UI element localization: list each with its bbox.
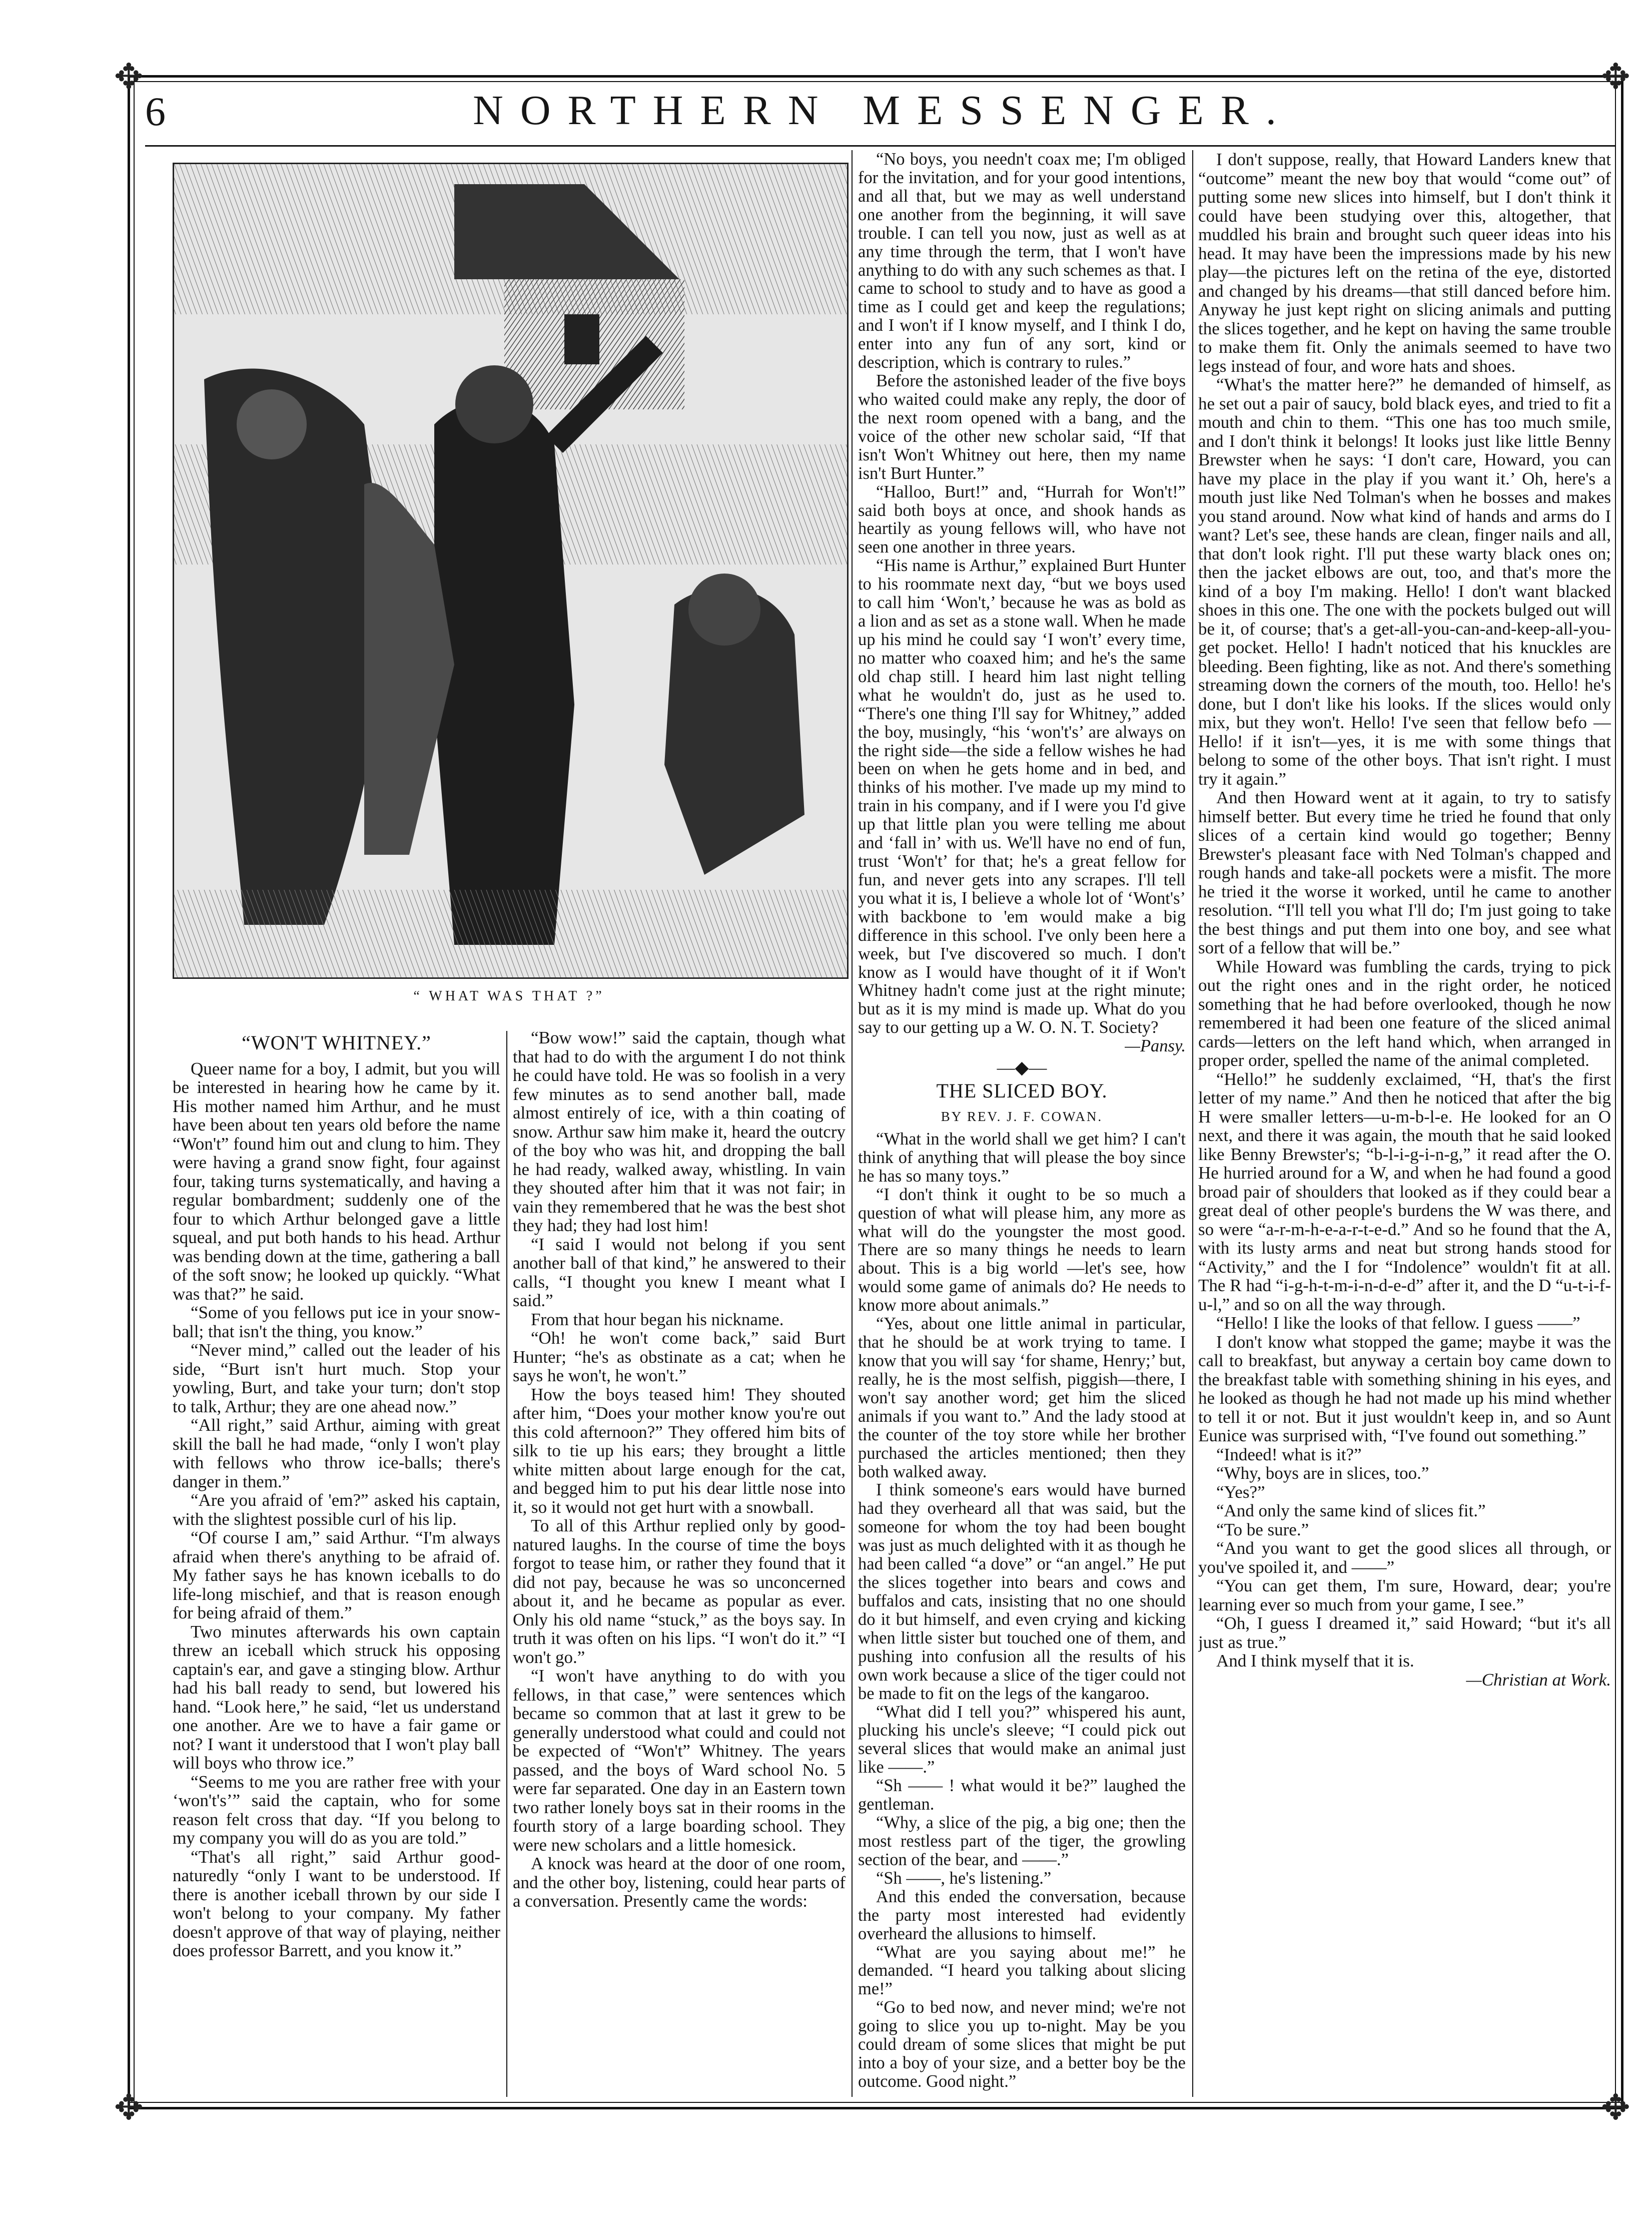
paragraph: To all of this Arthur replied only by good-natured laughs. In the course of time the boys forgot to tease him, or rather they found that it did not pay, because he was so unconcerned about it, and he became as popular as ever. Only his old name “stuck,” as the boys say. In truth it was often on his lips. “I won't do it.” “I won't go.” [513,1516,846,1667]
story-signature: —Pansy. [1125,1036,1186,1056]
paragraph: “Hello!” he suddenly exclaimed, “H, that's the first letter of my name.” And then he noticed that after the big H were smaller letters—u-m-b-l-e. He looked for an O next, and there it was again, the mouth that he said looked like Benny Brewster's; “b-l-i-g-i-n-g,” it read after the O. He hurried around for a W, and when he had found a good broad pair of shoulders that looked as if they could bear a great deal of other people's burdens the W was there, and so were “a-r-m-h-e-a-r-t-e-d.” And so he found that the A, with its lusty arms and neat but strong hands stood for “Activity,” and the I for “Indolence” wouldn't fit at all. The R had “i-g-h-t-m-i-n-d-e-d” after it, and the D “u-t-i-f-u-l,” and so on all the way through. [1198,1069,1611,1314]
border-bottom-inner [128,2102,1623,2103]
paragraph: “No boys, you needn't coax me; I'm obliged for the invitation, and for your good intentions, and all that, but we may as well understand one another from the beginning, it will save trouble. I can tell you now, just as well as at any time through the term, that I won't have anything to do with any such schemes as that. I came to school to study and to have as good a time as I could get and keep the regulations; and I won't if I know myself, and I think I do, enter into any fun of any sort, kind or description, which is contrary to rules.” [858,150,1186,372]
paragraph: “Yes, about one little animal in particular, that he should be at work trying to tame. I know that you will say ‘for shame, Henry;’ but, really, he is the most selfish, piggish—there, I won't say another word; get him the sliced animals if you want to.” And the lady stood at the counter of the toy store while her brother purchased the articles mentioned; then they both walked away. [858,1314,1186,1481]
story-byline: BY REV. J. F. COWAN. [941,1109,1103,1125]
corner-ornament-icon: ✥ [1601,2089,1630,2127]
paragraph: “What are you saying about me!” he demanded. “I heard you talking about slicing me!” [858,1942,1186,1999]
column-rule [852,150,853,2097]
paragraph: Queer name for a boy, I admit, but you will be interested in hearing how he came by it. His mother named him Arthur, and he must have been about ten years old before the name “Won't” found him out and clung to him. They were having a grand snow fight, four against four, taking turns systematically, and having a regular bombardment; suddenly one of the four to which Arthur belonged gave a little squeal, and put both hands to his head. Arthur was bending down at the time, gathering a ball of the soft snow; he looked up quickly. “What was that?” he said. [173,1058,500,1304]
border-left [128,75,130,2109]
page-number: 6 [145,89,166,134]
paragraph: “What in the world shall we get him? I can't think of anything that will please the boy since he has so many toys.” [858,1129,1186,1186]
paragraph: “That's all right,” said Arthur good-naturedly “only I want to be understood. If there is another iceball thrown by our side I won't belong to your company. My father doesn't approve of that way of playing, neither does professor Barrett, and you know it.” [173,1847,500,1960]
snow-fight-engraving [174,164,847,977]
column-rule [1192,150,1193,2097]
paragraph: “Some of you fellows put ice in your snow-ball; that isn't the thing, you know.” [173,1303,500,1341]
paragraph: “His name is Arthur,” explained Burt Hunter to his roommate next day, “but we boys used to call him ‘Won't,’ because he was as bold as a lion and as set as a stone wall. When he made up his mind he could say ‘I won't’ every time, no matter who coaxed him; and he's the same old chap still. I heard him last night telling what he wouldn't do, just as he used to. “There's one thing I'll say for Whitney,” added the boy, musingly, “his ‘won't's’ are always on the right side—the side a fellow wishes he had been on when he gets home and in bed, and thinks of his mother. I've made up my mind to train in his company, and if I were you I'd give up that little plan you were telling me about and ‘fall in’ with us. We'll have no end of fun, trust ‘Won't’ for that; he's a great fellow for fun, and never gets into any scrapes. I'll tell you what it is, I believe a whole lot of ‘Wont's’ with backbone to 'em would make a big difference in this school. I've only been here a week, but I've discovered so much. I don't know as I would have thought of it if Won't Whitney hadn't come just at the right minute; but as it is my mind is made up. What do you say to our getting up a W. O. N. T. Society? [858,556,1186,1037]
paragraph: While Howard was fumbling the cards, trying to pick out the right ones and in the right order, he noticed something that he had before overlooked, though he now remembered it had been one feature of the sliced animal cards—letters on the left hand which, when arranged in proper order, spelled the name of the animal completed. [1198,956,1611,1070]
paragraph: Two minutes afterwards his own captain threw an iceball which struck his opposing captain's ear, and gave a stinging blow. Arthur had his ball ready to send, but lowered his hand. “Look here,” he said, “let us understand one another. Are we to have a fair game or not? I want it understood that I won't play ball will boys who throw ice.” [173,1621,500,1773]
paragraph: And then Howard went at it again, to try to satisfy himself better. But every time he tried he found that only slices of a certain kind would go together; Benny Brewster's pleasant face with Ned Tolman's chapped and rough hands and take-all pockets were a misfit. The more he tried it the worse it worked, until he came to another resolution. “I'll tell you what I'll do; I'm just going to take the best things and put them into one boy, and see what sort of a fellow that will be.” [1198,788,1611,957]
paragraph: “Bow wow!” said the captain, though what that had to do with the argument I do not think he could have told. He was so foolish in a very few minutes as to send another ball, made almost entirely of ice, with a thin coating of snow. Arthur saw him make it, heard the outcry of the boy who was hit, and dropping the ball he had ready, walked away, whistling. In vain they shouted after him that it was not fair; in vain they remembered that he was the best shot they had; they had lost him! [513,1028,846,1235]
paragraph: “Of course I am,” said Arthur. “I'm always afraid when there's anything to be afraid of. My father says he has known iceballs to do life-long mischief, and that is reason enough for being afraid of them.” [173,1528,500,1622]
paragraph: “Sh —— ! what would it be?” laughed the gentleman. [858,1776,1186,1814]
border-right-inner [1615,75,1616,2109]
paragraph: “Why, a slice of the pig, a big one; then the most restless part of the tiger, the growling section of the bear, and ——.” [858,1813,1186,1869]
column-1 [173,1028,500,2094]
masthead [145,86,1621,141]
paragraph: And this ended the conversation, because the party most interested had evidently overheard the allusions to himself. [858,1887,1186,1943]
paragraph: “You can get them, I'm sure, Howard, dear; you're learning ever so much from your game, I see.” [1198,1576,1611,1614]
paragraph: “To be sure.” [1216,1519,1309,1539]
paragraph: “Are you afraid of 'em?” asked his captain, with the slightest possible curl of his lip. [173,1490,500,1529]
paragraph: “Hello! I like the looks of that fellow. I guess ——” [1216,1313,1580,1333]
paragraph: “Never mind,” called out the leader of his side, “Burt isn't hurt much. Stop your yowling, Burt, and take your turn; don't stop to talk, Arthur; they are one ahead now.” [173,1340,500,1416]
paragraph: “All right,” said Arthur, aiming with great skill the ball he had made, “only I won't play with fellows who throw ice-balls; there's danger in them.” [173,1415,500,1491]
paragraph: And I think myself that it is. [1216,1651,1414,1671]
story-signature: —Christian at Work. [1466,1670,1611,1690]
paragraph: “I don't think it ought to be so much a question of what will please him, any more as what will do the youngster the most good. There are so many things he needs to learn about. This is a big world —let's see, how would some game of animals do? He needs to know more about animals.” [858,1185,1186,1315]
paragraph: I don't know what stopped the game; maybe it was the call to breakfast, but anyway a certain boy came down to the breakfast table with something shining in his eyes, and he looked as though he had not made up his mind whether to tell it or not. But it just wouldn't keep in, and so Aunt Eunice was surprised with, “I've found out something.” [1198,1332,1611,1445]
paper-title: NORTHERN MESSENGER. [473,87,1293,134]
paragraph: “Oh! he won't come back,” said Burt Hunter; “he's as obstinate as a cat; when he says he won't, he won't.” [513,1328,846,1385]
paragraph: I don't suppose, really, that Howard Landers knew that “outcome” meant the new boy that would “come out” of putting some new slices into himself, but I don't think it could have been studying over this, altogether, that muddled his brain and brought such queer ideas into his head. It may have been the impressions made by his new play—the pictures left on the retina of the eye, distorted and changed by his dreams—that still danced before him. Anyway he just kept right on slicing animals and putting the slices together, and he kept on having the same trouble to make them fit. Only the animals seemed to have two legs instead of four, and wore hats and shoes. [1198,150,1611,376]
paragraph: “Why, boys are in slices, too.” [1216,1463,1429,1483]
paragraph: “And only the same kind of slices fit.” [1216,1501,1486,1520]
paragraph: “Yes?” [1216,1482,1265,1502]
column-3 [858,150,1186,2094]
border-top-inner [128,81,1623,82]
paragraph: “And you want to get the good slices all through, or you've spoiled it, and ——” [1198,1538,1611,1577]
paragraph: “Indeed! what is it?” [1216,1444,1362,1464]
paragraph: From that hour began his nickname. [531,1309,784,1329]
paragraph: “Go to bed now, and never mind; we're not going to slice you up to-night. May be you could dream of some slices that might be put into a boy of your size, and a better boy be the outcome. Good night.” [858,1998,1186,2091]
column-2 [513,1028,846,2094]
paragraph: I think someone's ears would have burned had they overheard all that was said, but the someone for whom the toy had been bought was just as much delighted with it as though he had been called “a dove” or “an angel.” He put the slices together into bears and cows and buffalos and cats, insisting that no one should do it but himself, and even crying and kicking when little sister but touched one of them, and pushing into confusion all the results of his own work because a slice of the tiger could not be made to fit on the legs of the kangaroo. [858,1480,1186,1703]
masthead-rule [145,145,1616,147]
border-top [128,75,1623,78]
column-4 [1198,150,1611,2094]
corner-ornament-icon: ✥ [1601,58,1630,97]
story-title: “WON'T WHITNEY.” [242,1031,431,1054]
paragraph: “I said I would not belong if you sent another ball of that kind,” he answered to their calls, “I thought you knew I meant what I said.” [513,1234,846,1310]
paragraph: “Halloo, Burt!” and, “Hurrah for Won't!” said both boys at once, and shook hands as heartily as young fellows will, who have not seen one another in three years. [858,482,1186,557]
corner-ornament-icon: ✥ [114,2089,144,2127]
paragraph: “What did I tell you?” whispered his aunt, plucking his uncle's sleeve; “I could pick out several slices that would make an animal just like ——.” [858,1702,1186,1777]
engraving-illustration [173,163,849,979]
border-bottom [128,2107,1623,2109]
paragraph: A knock was heard at the door of one room, and the other boy, listening, could hear parts of a conversation. Presently came the words: [513,1854,846,1911]
paragraph: How the boys teased him! They shouted after him, “Does your mother know you're out this cold afternoon?” They offered him bits of silk to tie up his ears; they brought a little white mitten about large enough for the cat, and begged him to put his dear little nose into it, so it would not get hurt with a snowball. [513,1384,846,1517]
divider-ornament-icon: —◆— [997,1057,1047,1078]
border-left-inner [134,75,135,2109]
illustration-caption: “ WHAT WAS THAT ?” [413,988,605,1004]
paragraph: Before the astonished leader of the five boys who waited could make any reply, the door of the next room opened with a bang, and the voice of the other new scholar said, “If that isn't Won't Whitney out here, then my name isn't Burt Hunter.” [858,371,1186,483]
paragraph: “Oh, I guess I dreamed it,” said Howard; “but it's all just as true.” [1198,1613,1611,1652]
paragraph: “I won't have anything to do with you fellows, in that case,” were sentences which became so common that at last it grew to be generally understood what could and could not be expected of “Won't” Whitney. The years passed, and the boys of Ward school No. 5 were far separated. One day in an Eastern town two rather lonely boys sat in their rooms in the fourth story of a large boarding school. They were new scholars and a little homesick. [513,1666,846,1855]
paragraph: “Sh ——, he's listening.” [876,1868,1052,1888]
corner-ornament-icon: ✥ [114,58,144,97]
column-rule [506,1031,507,2097]
story-title: THE SLICED BOY. [936,1079,1108,1102]
border-right [1621,75,1623,2109]
paragraph: “Seems to me you are rather free with your ‘won't's’” said the captain, who for some reason felt cross that day. “If you belong to my company you will do as you are told.” [173,1772,500,1848]
paragraph: “What's the matter here?” he demanded of himself, as he set out a pair of saucy, bold black eyes, and tried to fit a mouth and chin to them. “This one has too much smile, and I don't think it belongs! It looks just like little Benny Brewster when he says: ‘I don't care, Howard, you can have my place in the play if you want it.’ Oh, here's a mouth just like Ned Tolman's when he bosses and makes you stand around. Now what kind of hands and arms do I want? Let's see, these hands are clean, finger nails and all, that don't look right. I'll put these warty black ones on; then the jacket elbows are out, too, and that's more the kind of a boy I'm making. Hello! I don't want blacked shoes in this one. The one with the pockets bulged out will be it, of course; that's a get-all-you-can-and-keep-all-you-get pocket. Hello! I hadn't noticed that his knuckles are bleeding. Been fighting, like as not. And there's something streaming down the corners of the mouth, too. Hello! he's done, but I don't like his looks. If the slices would only mix, but they won't. Hello! I've seen that fellow befo —Hello! if it isn't—yes, it is me with some things that belong to some of the other boys. That isn't right. I must try it again.” [1198,375,1611,789]
